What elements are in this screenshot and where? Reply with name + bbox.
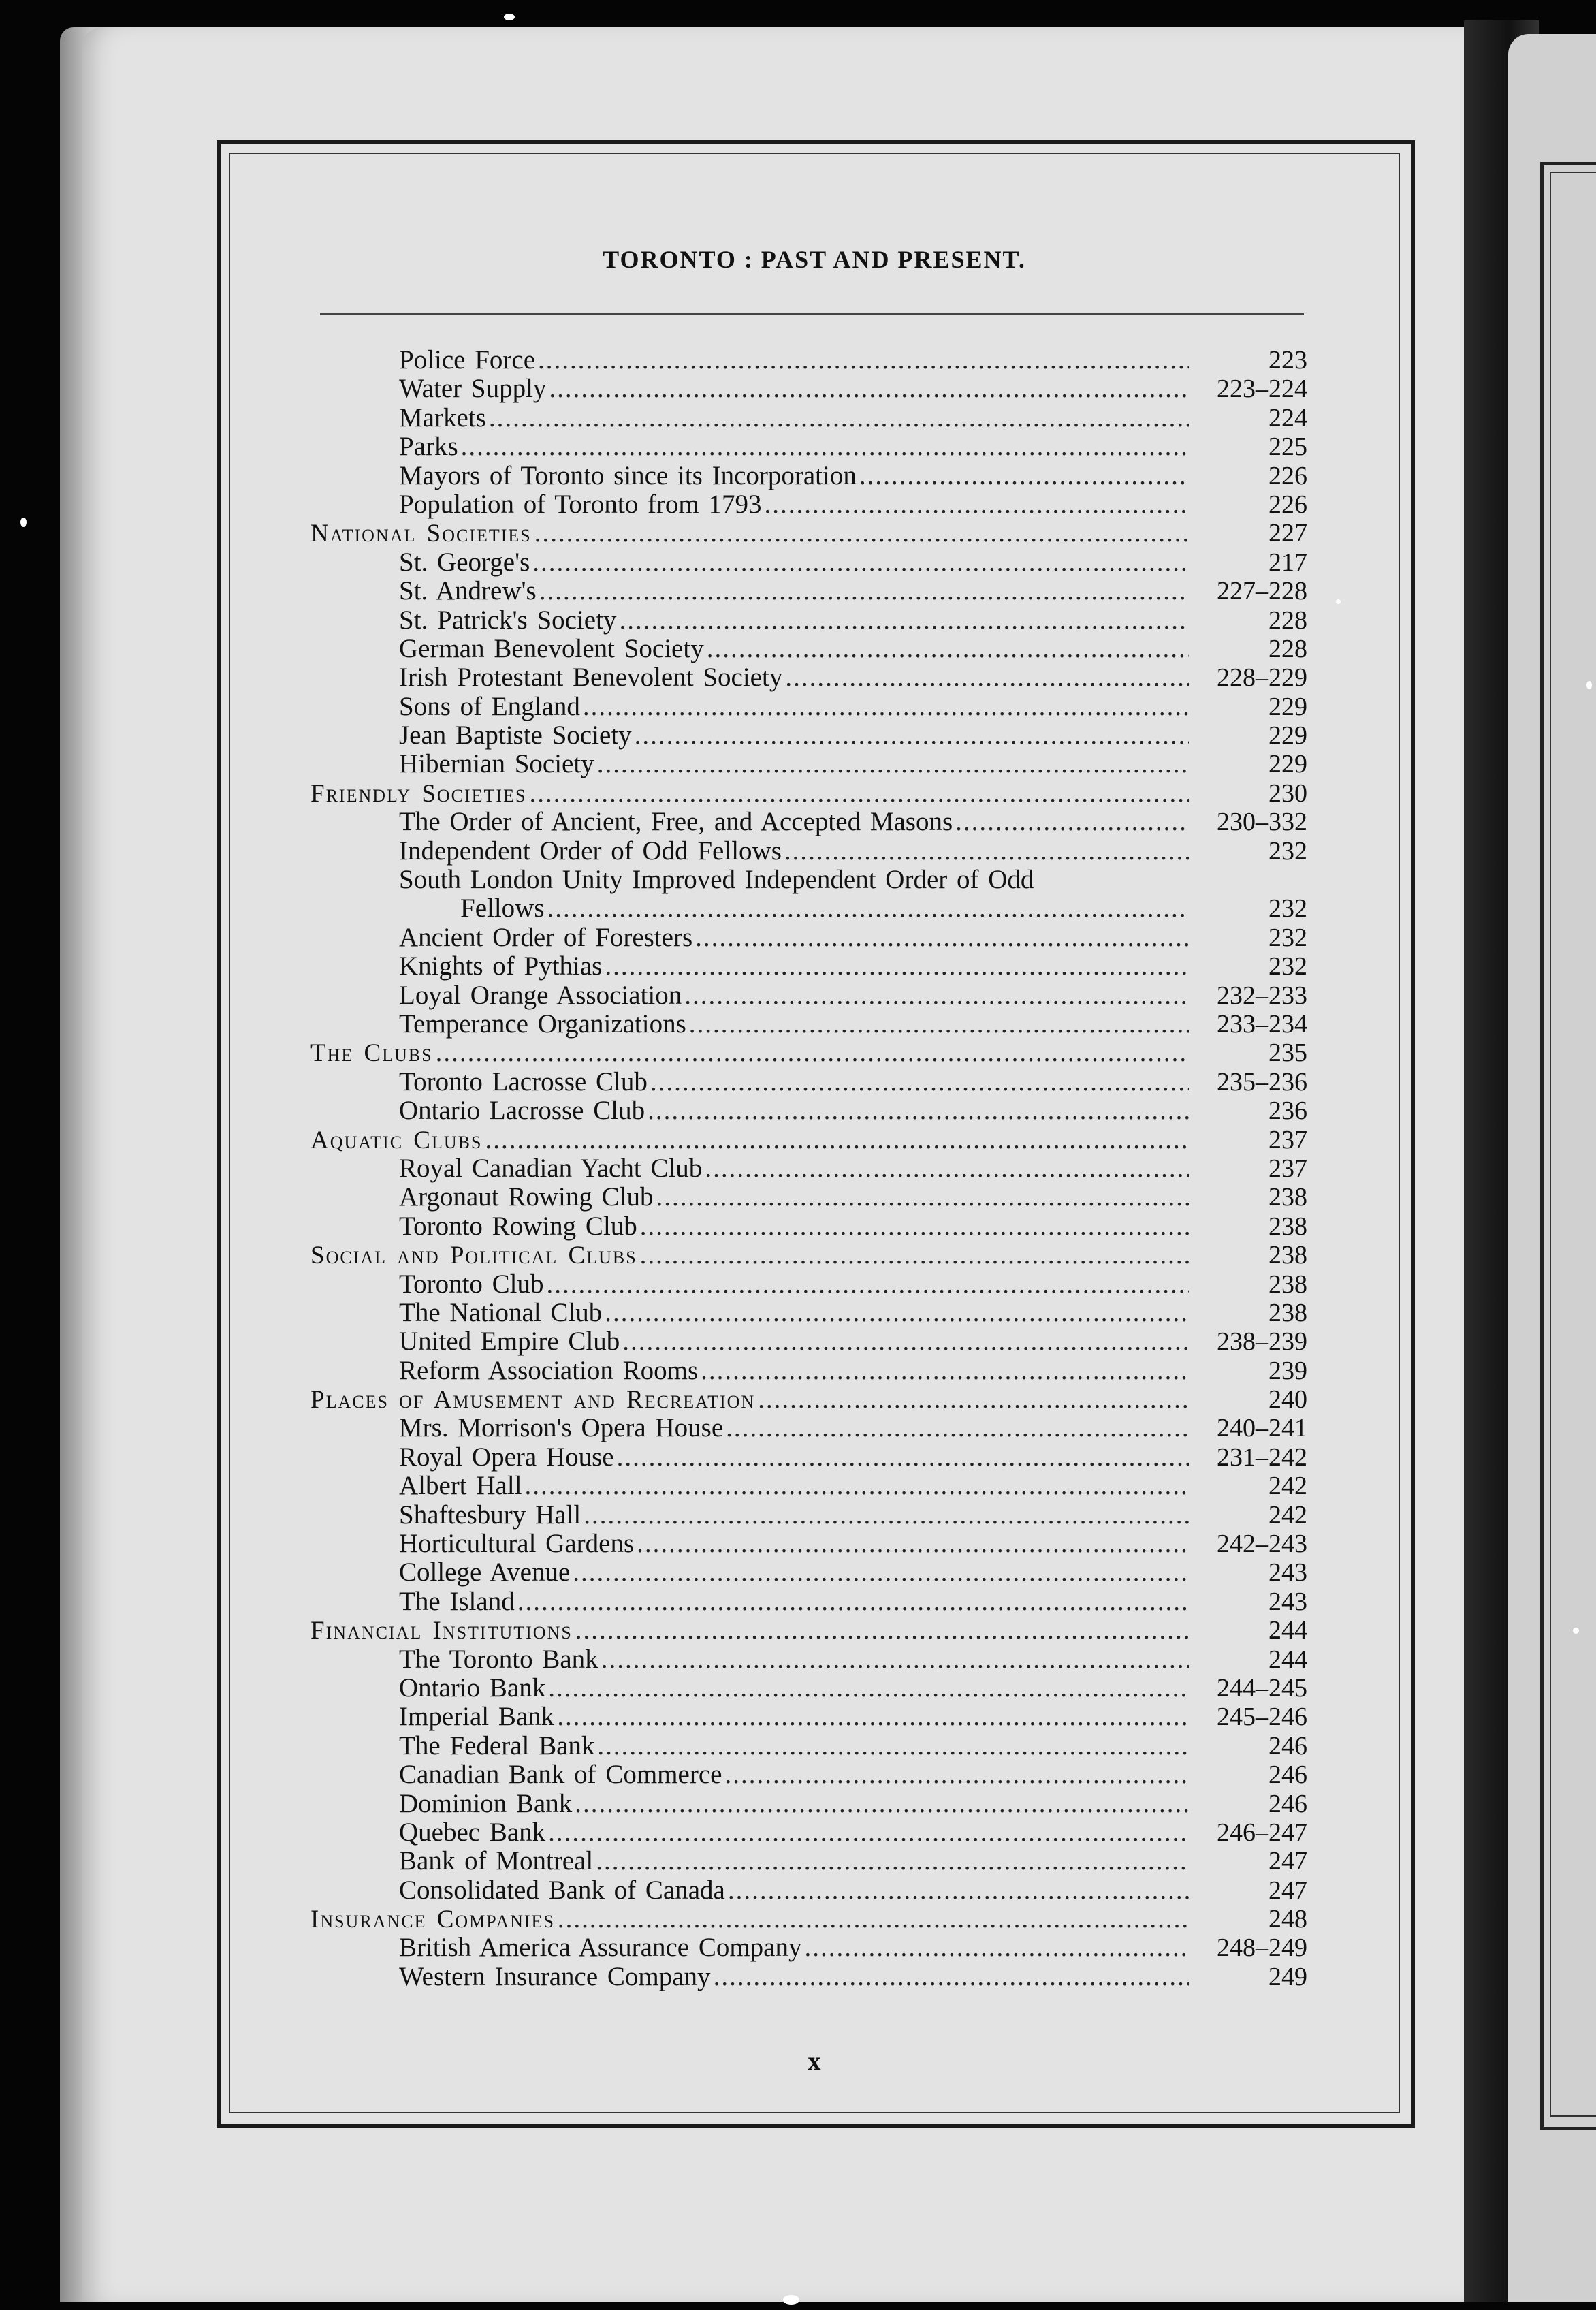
toc-entry: [300, 1472, 1307, 1500]
toc-page-number: 228–229: [1217, 663, 1307, 693]
toc-section-heading: [300, 1905, 1307, 1933]
toc-page-number: 239: [1268, 1356, 1307, 1385]
toc-section-heading: [300, 1616, 1307, 1645]
toc-page-number: 243: [1268, 1558, 1307, 1587]
toc-page-number: 237: [1268, 1154, 1307, 1183]
toc-entry: [300, 375, 1307, 403]
toc-entry: [300, 1818, 1307, 1847]
toc-entry: [300, 1645, 1307, 1674]
toc-entry-label: The Order of Ancient, Free, and Accepted Masons: [399, 807, 953, 837]
toc-entry-label: Canadian Bank of Commerce: [399, 1760, 722, 1790]
dot-leader: [622, 1327, 1189, 1356]
dot-leader: [534, 519, 1189, 548]
toc-entry-label: Jean Baptiste Society: [399, 721, 632, 750]
dot-leader: [597, 1732, 1189, 1760]
toc-entry-label: Aquatic Clubs: [310, 1126, 483, 1154]
toc-entry-label: Places of Amusement and Recreation: [310, 1386, 756, 1414]
toc-entry-label: Ontario Lacrosse Club: [399, 1096, 645, 1126]
dot-leader: [605, 952, 1189, 981]
toc-entry-label: St. Andrew's: [399, 576, 537, 606]
toc-entry: [300, 1674, 1307, 1703]
toc-entry-label: South London Unity Improved Independent Order of Odd: [399, 865, 1034, 895]
dot-leader: [714, 1963, 1189, 1991]
toc-page-number: 235: [1268, 1039, 1307, 1068]
dot-leader: [765, 490, 1189, 519]
toc-entry: [300, 1183, 1307, 1212]
toc-entry-label: Mrs. Morrison's Opera House: [399, 1413, 724, 1443]
toc-entry-label: Police Force: [399, 345, 536, 375]
toc-entry: [300, 346, 1307, 375]
toc-entry-label: Water Supply: [399, 374, 547, 404]
dot-leader: [525, 1472, 1189, 1500]
dot-leader: [684, 981, 1189, 1010]
toc-page-number: 228: [1268, 634, 1307, 663]
toc-entry-label: Hibernian Society: [399, 749, 594, 779]
toc-page-number: 237: [1268, 1125, 1307, 1154]
toc-page-number: 242: [1268, 1472, 1307, 1501]
toc-entry: [300, 1530, 1307, 1558]
dot-leader: [640, 1212, 1189, 1241]
page-folio: x: [808, 2047, 821, 2076]
toc-page-number: 245–246: [1217, 1703, 1307, 1732]
dot-leader: [547, 1270, 1189, 1299]
toc-page-number: 246–247: [1217, 1818, 1307, 1847]
toc-entry: [300, 1703, 1307, 1731]
toc-entry-label: Irish Protestant Benevolent Society: [399, 663, 783, 693]
toc-entry-label: Fellows: [460, 893, 545, 923]
toc-page-number: 244–245: [1217, 1673, 1307, 1703]
toc-entry-label: The Toronto Bank: [399, 1644, 598, 1674]
toc-entry: [300, 808, 1307, 836]
toc-entry: [300, 721, 1307, 750]
toc-entry: [300, 1963, 1307, 1991]
dot-leader: [650, 1068, 1189, 1096]
toc-page-number: 246: [1268, 1760, 1307, 1790]
toc-entry: [300, 1010, 1307, 1039]
scan-speck: [504, 14, 515, 20]
dot-leader: [529, 779, 1189, 808]
toc-entry: [300, 750, 1307, 778]
toc-page-number: 225: [1268, 432, 1307, 462]
dot-leader: [758, 1385, 1189, 1414]
toc-entry: [300, 1847, 1307, 1876]
dot-leader: [532, 548, 1189, 577]
toc-entry: [300, 1443, 1307, 1472]
dot-leader: [955, 808, 1189, 836]
dot-leader: [489, 404, 1189, 432]
toc-section-heading: [300, 1039, 1307, 1067]
dot-leader: [584, 1501, 1189, 1530]
toc-entry-label: Dominion Bank: [399, 1788, 573, 1818]
dot-leader: [583, 693, 1189, 721]
toc-entry-label: Friendly Societies: [310, 779, 527, 808]
toc-page-number: 223: [1268, 346, 1307, 375]
toc-page-number: 228: [1268, 605, 1307, 635]
toc-entry-label: Quebec Bank: [399, 1817, 546, 1847]
dot-leader: [601, 1645, 1189, 1674]
toc-entry: [300, 1154, 1307, 1183]
dot-leader: [637, 1530, 1189, 1558]
toc-entry-label: Western Insurance Company: [399, 1961, 711, 1991]
toc-entry-label: Royal Canadian Yacht Club: [399, 1153, 703, 1183]
dot-leader: [701, 1357, 1189, 1385]
toc-entry-label: St. Patrick's Society: [399, 605, 617, 635]
dot-leader: [728, 1876, 1189, 1905]
toc-entry-label: The Clubs: [310, 1039, 433, 1068]
toc-section-heading: [300, 1385, 1307, 1414]
toc-page-number: 238: [1268, 1269, 1307, 1299]
dot-leader: [558, 1905, 1189, 1933]
toc-page-number: 229: [1268, 692, 1307, 721]
dot-leader: [648, 1096, 1189, 1125]
header-rule: [320, 313, 1304, 315]
toc-entry: [300, 1790, 1307, 1818]
toc-entry-label: Royal Opera House: [399, 1442, 614, 1472]
toc-entry-label: Insurance Companies: [310, 1905, 555, 1934]
toc-page-number: 232: [1268, 836, 1307, 866]
toc-page-number: 227: [1268, 519, 1307, 548]
toc-page-number: 232–233: [1217, 981, 1307, 1010]
toc-page-number: 229: [1268, 750, 1307, 779]
toc-section-heading: [300, 1126, 1307, 1154]
toc-page-number: 240–241: [1217, 1414, 1307, 1443]
toc-page-number: 223–224: [1217, 375, 1307, 404]
scan-speck: [1336, 599, 1341, 604]
dot-leader: [619, 606, 1189, 635]
toc-entry-label: Loyal Orange Association: [399, 980, 682, 1010]
toc-entry: [300, 1357, 1307, 1385]
toc-entry: [300, 1068, 1307, 1096]
toc-entry-label: Argonaut Rowing Club: [399, 1182, 654, 1212]
dot-leader: [557, 1703, 1189, 1731]
scan-speck: [20, 518, 27, 527]
dot-leader: [656, 1183, 1189, 1212]
dot-leader: [461, 432, 1189, 461]
running-head: TORONTO : PAST AND PRESENT.: [603, 246, 1026, 273]
toc-entry-label: Albert Hall: [399, 1471, 522, 1501]
toc-page-number: 244: [1268, 1616, 1307, 1645]
toc-page-number: 226: [1268, 461, 1307, 490]
toc-entry: [300, 404, 1307, 432]
toc-entry-label: Horticultural Gardens: [399, 1529, 635, 1559]
toc-entry: [300, 1270, 1307, 1299]
dot-leader: [485, 1126, 1189, 1154]
dot-leader: [695, 923, 1189, 952]
toc-entry-label: College Avenue: [399, 1557, 571, 1587]
toc-entry-label: Toronto Club: [399, 1269, 544, 1299]
dot-leader: [538, 346, 1189, 375]
toc-entry-label: The Island: [399, 1586, 515, 1616]
toc-page-number: 240: [1268, 1385, 1307, 1414]
dot-leader: [573, 1558, 1189, 1587]
dot-leader: [724, 1760, 1189, 1789]
toc-page-number: 232: [1268, 894, 1307, 923]
toc-page-number: 238: [1268, 1298, 1307, 1327]
toc-page-number: 232: [1268, 952, 1307, 981]
toc-page-number: 248: [1268, 1905, 1307, 1934]
toc-entry: [300, 462, 1307, 490]
dot-leader: [635, 721, 1189, 750]
dot-leader: [859, 462, 1189, 490]
dot-leader: [726, 1414, 1189, 1442]
toc-page-number: 217: [1268, 548, 1307, 577]
toc-entry: [300, 1299, 1307, 1327]
toc-entry: [300, 866, 1307, 894]
scan-speck: [783, 2295, 799, 2305]
dot-leader: [689, 1010, 1189, 1039]
toc-page-number: 242–243: [1217, 1530, 1307, 1559]
toc-entry-label: Bank of Montreal: [399, 1846, 594, 1876]
toc-page-number: 226: [1268, 490, 1307, 519]
dot-leader: [705, 1154, 1189, 1183]
toc-entry-label: The National Club: [399, 1297, 603, 1327]
toc-entry: [300, 432, 1307, 461]
toc-entry-label: British America Assurance Company: [399, 1933, 802, 1963]
toc-page-number: 233–234: [1217, 1009, 1307, 1039]
toc-entry-label: Knights of Pythias: [399, 951, 603, 981]
toc-page-number: 230–332: [1217, 808, 1307, 837]
toc-entry: [300, 663, 1307, 692]
dot-leader: [548, 1674, 1189, 1703]
dot-leader: [605, 1299, 1189, 1327]
dot-leader: [575, 1616, 1189, 1645]
toc-page-number: 242: [1268, 1500, 1307, 1530]
toc-entry-label: Shaftesbury Hall: [399, 1500, 581, 1530]
toc-page-number: 248–249: [1217, 1933, 1307, 1963]
toc-entry-label: Toronto Lacrosse Club: [399, 1066, 648, 1096]
toc-page-number: 227–228: [1217, 577, 1307, 606]
toc-entry: [300, 606, 1307, 635]
toc-entry: [300, 1933, 1307, 1962]
toc-entry-label: Ancient Order of Foresters: [399, 922, 693, 952]
toc-entry-label: Markets: [399, 402, 486, 432]
toc-entry: [300, 635, 1307, 663]
toc-page-number: 229: [1268, 721, 1307, 750]
toc-page-number: 247: [1268, 1847, 1307, 1876]
dot-leader: [575, 1790, 1189, 1818]
scan-speck: [1573, 1628, 1579, 1634]
toc-section-heading: [300, 519, 1307, 548]
toc-entry-label: St. George's: [399, 547, 530, 577]
toc-entry: [300, 1327, 1307, 1356]
toc-page-number: 235–236: [1217, 1067, 1307, 1096]
toc-page-number: 246: [1268, 1789, 1307, 1818]
dot-leader: [804, 1933, 1189, 1962]
toc-entry-label: Ontario Bank: [399, 1673, 546, 1703]
dot-leader: [597, 750, 1189, 778]
toc-entry: [300, 1212, 1307, 1241]
dot-leader: [436, 1039, 1189, 1067]
toc-entry: [300, 981, 1307, 1010]
dot-leader: [539, 577, 1189, 605]
dot-leader: [785, 663, 1189, 692]
toc-entry: [300, 1558, 1307, 1587]
dot-leader: [517, 1587, 1189, 1616]
dot-leader: [549, 375, 1189, 403]
facing-page-frame-inner: [1550, 172, 1596, 2117]
toc-entry: [300, 923, 1307, 952]
toc-entry: [300, 1876, 1307, 1905]
toc-page-number: 238: [1268, 1241, 1307, 1270]
toc-entry: [300, 1414, 1307, 1442]
toc-page-number: 238: [1268, 1183, 1307, 1212]
toc-entry: [300, 1732, 1307, 1760]
toc-entry: [300, 1501, 1307, 1530]
toc-entry-label: National Societies: [310, 520, 532, 548]
toc-entry: [300, 1587, 1307, 1616]
toc-entry-label: Toronto Rowing Club: [399, 1211, 637, 1241]
dot-leader: [617, 1443, 1189, 1472]
toc-entry-label: Financial Institutions: [310, 1617, 573, 1645]
toc-entry-label: Independent Order of Odd Fellows: [399, 836, 782, 866]
toc-entry: [300, 1096, 1307, 1125]
toc-page-number: 249: [1268, 1962, 1307, 1991]
toc-page-number: 224: [1268, 403, 1307, 432]
toc-entry-label: United Empire Club: [399, 1327, 620, 1357]
dot-leader: [784, 837, 1189, 866]
dot-leader: [548, 1818, 1189, 1847]
toc-page-number: 238: [1268, 1212, 1307, 1241]
toc-entry: [300, 952, 1307, 981]
toc-entry: [300, 548, 1307, 577]
toc-entry-label: The Federal Bank: [399, 1730, 595, 1760]
toc-page-number: 231–242: [1217, 1442, 1307, 1472]
toc-entry-label: Reform Association Rooms: [399, 1355, 699, 1385]
toc-entry-label: Temperance Organizations: [399, 1009, 686, 1039]
toc-page-number: 238–239: [1217, 1327, 1307, 1357]
dot-leader: [547, 894, 1189, 923]
table-of-contents: [300, 346, 1307, 1991]
toc-entry: [300, 837, 1307, 866]
scan-speck: [1586, 681, 1592, 689]
toc-page-number: 243: [1268, 1587, 1307, 1616]
toc-entry-label: Sons of England: [399, 691, 580, 721]
toc-section-heading: [300, 779, 1307, 808]
toc-entry-label: Consolidated Bank of Canada: [399, 1875, 725, 1905]
toc-entry: [300, 693, 1307, 721]
toc-page-number: 232: [1268, 923, 1307, 952]
toc-entry-label: Population of Toronto from 1793: [399, 489, 762, 519]
toc-page-number: 246: [1268, 1731, 1307, 1760]
toc-entry: [300, 1760, 1307, 1789]
toc-entry: [300, 577, 1307, 605]
toc-entry: [300, 490, 1307, 519]
toc-entry-continuation: [300, 894, 1307, 923]
dot-leader: [596, 1847, 1189, 1876]
dot-leader: [640, 1241, 1189, 1269]
toc-entry-label: Social and Political Clubs: [310, 1241, 637, 1270]
toc-page-number: 230: [1268, 778, 1307, 808]
toc-page-number: 244: [1268, 1645, 1307, 1674]
toc-entry-label: Mayors of Toronto since its Incorporation: [399, 460, 857, 490]
toc-entry-label: German Benevolent Society: [399, 633, 704, 663]
toc-page-number: 236: [1268, 1096, 1307, 1126]
toc-entry-label: Imperial Bank: [399, 1702, 555, 1732]
toc-entry-label: Parks: [399, 432, 458, 462]
toc-section-heading: [300, 1241, 1307, 1269]
dot-leader: [707, 635, 1189, 663]
toc-page-number: 247: [1268, 1876, 1307, 1905]
